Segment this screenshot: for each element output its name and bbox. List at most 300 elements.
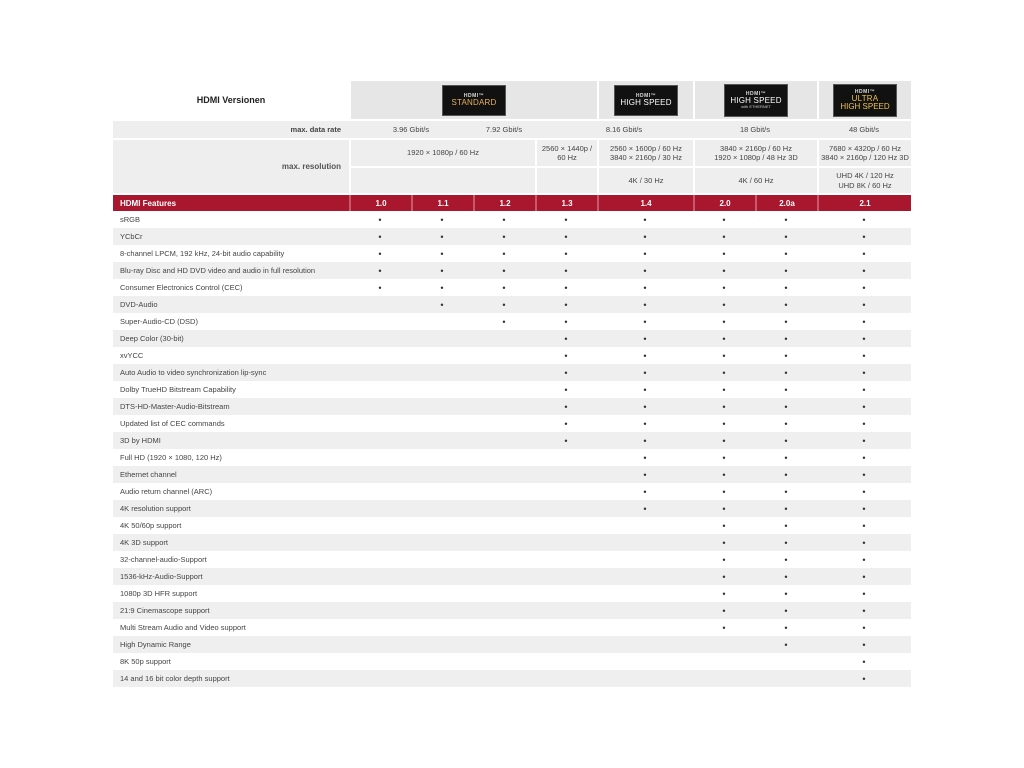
support-dot: •	[862, 231, 866, 242]
support-cell	[349, 551, 411, 568]
feature-name: 8K 50p support	[120, 657, 171, 666]
support-dot: •	[722, 469, 726, 480]
support-dot: •	[722, 299, 726, 310]
support-cell	[535, 500, 597, 517]
support-cell	[693, 636, 755, 653]
support-dot: •	[564, 214, 568, 225]
support-cell	[473, 670, 535, 687]
support-dot: •	[862, 571, 866, 582]
support-cell	[597, 670, 693, 687]
feature-name: Super-Audio-CD (DSD)	[120, 317, 198, 326]
support-dot: •	[722, 554, 726, 565]
resolution-value: 1920 × 1080p / 60 Hz	[349, 140, 535, 166]
support-cell	[411, 483, 473, 500]
support-cell	[411, 398, 473, 415]
support-dot: •	[862, 384, 866, 395]
features-header-row	[113, 195, 911, 211]
support-dot: •	[784, 401, 788, 412]
resolution-value: 3840 × 2160p / 120 Hz 3D	[821, 153, 909, 162]
support-cell	[349, 330, 411, 347]
data-rate-row	[113, 121, 911, 138]
support-dot: •	[564, 265, 568, 276]
support-cell	[411, 364, 473, 381]
support-dot: •	[722, 520, 726, 531]
support-dot: •	[784, 588, 788, 599]
hdmi-ultra-high-speed-logo: HDMI™ ULTRA HIGH SPEED	[833, 84, 897, 117]
support-dot: •	[784, 486, 788, 497]
resolution-block	[113, 140, 911, 193]
version-header: 1.0	[349, 195, 411, 211]
version-header: 2.1	[817, 195, 911, 211]
support-cell	[411, 449, 473, 466]
support-cell	[535, 568, 597, 585]
feature-name: DVD-Audio	[120, 300, 158, 309]
support-dot: •	[862, 486, 866, 497]
support-cell	[411, 534, 473, 551]
resolution-value: UHD 8K / 60 Hz	[838, 180, 892, 190]
support-cell	[349, 466, 411, 483]
resolution-value: 2560 × 1600p / 60 Hz	[610, 143, 682, 153]
support-dot: •	[722, 214, 726, 225]
support-dot: •	[722, 265, 726, 276]
resolution-value: 3840 × 2160p / 30 Hz	[610, 153, 682, 162]
support-dot: •	[862, 673, 866, 684]
resolution-empty	[349, 168, 535, 193]
support-cell	[411, 636, 473, 653]
support-dot: •	[564, 418, 568, 429]
support-dot: •	[862, 452, 866, 463]
support-cell	[755, 653, 817, 670]
support-dot: •	[784, 605, 788, 616]
feature-row	[113, 483, 911, 500]
support-dot: •	[784, 537, 788, 548]
support-cell	[597, 534, 693, 551]
support-dot: •	[564, 282, 568, 293]
support-dot: •	[502, 316, 506, 327]
support-dot: •	[643, 486, 647, 497]
support-cell	[349, 449, 411, 466]
support-dot: •	[564, 401, 568, 412]
support-dot: •	[722, 503, 726, 514]
resolution-label: max. resolution	[113, 140, 349, 193]
support-dot: •	[862, 350, 866, 361]
feature-row	[113, 296, 911, 313]
support-cell	[473, 398, 535, 415]
support-dot: •	[862, 554, 866, 565]
resolution-value: 4K / 30 Hz	[597, 168, 693, 193]
support-dot: •	[862, 265, 866, 276]
support-dot: •	[378, 214, 382, 225]
support-cell	[597, 636, 693, 653]
support-dot: •	[722, 333, 726, 344]
support-dot: •	[722, 384, 726, 395]
feature-row	[113, 619, 911, 636]
support-dot: •	[784, 367, 788, 378]
support-cell	[755, 670, 817, 687]
support-dot: •	[784, 265, 788, 276]
support-cell	[473, 364, 535, 381]
support-cell	[473, 585, 535, 602]
support-cell	[411, 330, 473, 347]
support-dot: •	[502, 214, 506, 225]
feature-name: Updated list of CEC commands	[120, 419, 225, 428]
support-cell	[349, 602, 411, 619]
support-cell	[349, 296, 411, 313]
support-dot: •	[862, 469, 866, 480]
feature-name: Deep Color (30-bit)	[120, 334, 184, 343]
support-cell	[473, 449, 535, 466]
support-dot: •	[564, 248, 568, 259]
support-cell	[473, 602, 535, 619]
support-cell	[473, 517, 535, 534]
support-cell	[411, 551, 473, 568]
hdmi-versions-table	[113, 81, 911, 687]
feature-row	[113, 500, 911, 517]
support-cell	[597, 517, 693, 534]
feature-name: 4K 50/60p support	[120, 521, 182, 530]
support-cell	[349, 313, 411, 330]
logo-cell-ultra-high-speed	[817, 81, 911, 119]
data-rate-value: 7.92 Gbit/s	[485, 125, 523, 134]
resolution-value: 1920 × 1080p / 48 Hz 3D	[714, 153, 798, 162]
feature-row	[113, 262, 911, 279]
feature-row	[113, 313, 911, 330]
support-cell	[411, 585, 473, 602]
feature-row	[113, 449, 911, 466]
feature-name: Auto Audio to video synchronization lip-sync	[120, 368, 267, 377]
support-cell	[535, 551, 597, 568]
support-dot: •	[722, 537, 726, 548]
resolution-value: 2560 × 1440p / 60 Hz	[535, 140, 597, 166]
resolution-empty	[535, 168, 597, 193]
support-cell	[349, 500, 411, 517]
support-dot: •	[722, 435, 726, 446]
support-cell	[349, 517, 411, 534]
support-dot: •	[784, 333, 788, 344]
feature-row	[113, 364, 911, 381]
support-dot: •	[862, 333, 866, 344]
support-dot: •	[862, 435, 866, 446]
support-cell	[411, 568, 473, 585]
support-dot: •	[643, 248, 647, 259]
support-dot: •	[643, 299, 647, 310]
support-cell	[349, 670, 411, 687]
support-cell	[535, 619, 597, 636]
resolution-value: 7680 × 4320p / 60 Hz	[829, 143, 901, 153]
resolution-cell	[817, 168, 911, 193]
hdmi-high-speed-logo: HDMI™ HIGH SPEED	[614, 85, 678, 116]
support-dot: •	[564, 316, 568, 327]
feature-name: 8-channel LPCM, 192 kHz, 24-bit audio capability	[120, 249, 285, 258]
support-cell	[473, 619, 535, 636]
support-cell	[473, 330, 535, 347]
support-cell	[473, 432, 535, 449]
feature-name: DTS-HD-Master-Audio-Bitstream	[120, 402, 230, 411]
support-cell	[535, 517, 597, 534]
support-dot: •	[784, 248, 788, 259]
support-cell	[349, 636, 411, 653]
feature-name: Multi Stream Audio and Video support	[120, 623, 246, 632]
support-dot: •	[862, 656, 866, 667]
support-cell	[411, 602, 473, 619]
data-rate-value: 18 Gbit/s	[739, 125, 770, 134]
hdmi-high-speed-ethernet-logo: HDMI™ HIGH SPEED with ETHERNET	[724, 84, 788, 117]
resolution-value: UHD 4K / 120 Hz	[836, 171, 894, 181]
feature-name: Consumer Electronics Control (CEC)	[120, 283, 243, 292]
version-header: 2.0a	[755, 195, 817, 211]
support-dot: •	[784, 350, 788, 361]
support-dot: •	[862, 299, 866, 310]
feature-name: 14 and 16 bit color depth support	[120, 674, 230, 683]
support-dot: •	[643, 469, 647, 480]
support-dot: •	[862, 367, 866, 378]
support-dot: •	[862, 537, 866, 548]
support-dot: •	[564, 299, 568, 310]
support-dot: •	[784, 639, 788, 650]
support-dot: •	[440, 231, 444, 242]
feature-name: Full HD (1920 × 1080, 120 Hz)	[120, 453, 222, 462]
support-dot: •	[440, 214, 444, 225]
support-dot: •	[440, 265, 444, 276]
support-dot: •	[722, 282, 726, 293]
support-dot: •	[502, 299, 506, 310]
support-cell	[597, 602, 693, 619]
version-header: 2.0	[693, 195, 755, 211]
resolution-cell	[597, 140, 693, 166]
support-cell	[597, 551, 693, 568]
features-header-label: HDMI Features	[120, 198, 177, 208]
feature-row	[113, 245, 911, 262]
support-dot: •	[378, 282, 382, 293]
support-cell	[693, 670, 755, 687]
support-dot: •	[862, 214, 866, 225]
feature-name: Blu-ray Disc and HD DVD video and audio in full resolution	[120, 266, 316, 275]
feature-name: Ethernet channel	[120, 470, 177, 479]
version-header: 1.4	[597, 195, 693, 211]
support-dot: •	[378, 231, 382, 242]
feature-name: 4K 3D support	[120, 538, 168, 547]
support-cell	[473, 381, 535, 398]
support-cell	[349, 347, 411, 364]
resolution-value: 3840 × 2160p / 60 Hz	[720, 143, 792, 153]
support-dot: •	[784, 469, 788, 480]
support-cell	[597, 568, 693, 585]
support-cell	[411, 415, 473, 432]
support-cell	[597, 619, 693, 636]
resolution-cell	[817, 140, 911, 166]
support-dot: •	[862, 248, 866, 259]
support-cell	[349, 398, 411, 415]
support-dot: •	[643, 367, 647, 378]
support-cell	[411, 517, 473, 534]
support-dot: •	[722, 248, 726, 259]
support-dot: •	[784, 503, 788, 514]
support-cell	[411, 619, 473, 636]
support-cell	[535, 653, 597, 670]
support-cell	[473, 568, 535, 585]
support-dot: •	[784, 435, 788, 446]
support-cell	[693, 653, 755, 670]
support-cell	[349, 381, 411, 398]
support-dot: •	[564, 333, 568, 344]
support-dot: •	[643, 401, 647, 412]
feature-row	[113, 330, 911, 347]
support-cell	[411, 432, 473, 449]
support-dot: •	[722, 367, 726, 378]
feature-row	[113, 585, 911, 602]
support-cell	[349, 653, 411, 670]
support-dot: •	[784, 554, 788, 565]
feature-row	[113, 551, 911, 568]
feature-name: YCbCr	[120, 232, 143, 241]
support-cell	[411, 347, 473, 364]
support-cell	[473, 500, 535, 517]
support-cell	[535, 483, 597, 500]
logo-cell-high-speed-ethernet	[693, 81, 817, 119]
feature-row	[113, 653, 911, 670]
version-header: 1.2	[473, 195, 535, 211]
support-dot: •	[643, 435, 647, 446]
header-row	[113, 81, 911, 119]
feature-name: sRGB	[120, 215, 141, 224]
support-cell	[535, 602, 597, 619]
logo-cell-standard	[349, 81, 597, 119]
support-dot: •	[564, 367, 568, 378]
support-dot: •	[722, 622, 726, 633]
feature-name: xvYCC	[120, 351, 144, 360]
feature-row	[113, 381, 911, 398]
support-dot: •	[862, 503, 866, 514]
feature-row	[113, 568, 911, 585]
support-dot: •	[643, 418, 647, 429]
support-cell	[535, 585, 597, 602]
feature-row	[113, 602, 911, 619]
support-dot: •	[643, 333, 647, 344]
support-dot: •	[722, 588, 726, 599]
support-dot: •	[643, 265, 647, 276]
support-dot: •	[722, 605, 726, 616]
support-dot: •	[502, 282, 506, 293]
support-cell	[535, 670, 597, 687]
feature-row	[113, 432, 911, 449]
support-dot: •	[784, 231, 788, 242]
version-header: 1.1	[411, 195, 473, 211]
support-dot: •	[784, 571, 788, 582]
support-cell	[349, 364, 411, 381]
feature-row	[113, 398, 911, 415]
support-dot: •	[722, 401, 726, 412]
support-dot: •	[722, 418, 726, 429]
feature-row	[113, 636, 911, 653]
logo-cell-high-speed	[597, 81, 693, 119]
support-dot: •	[862, 418, 866, 429]
support-cell	[597, 653, 693, 670]
support-dot: •	[722, 452, 726, 463]
support-dot: •	[440, 299, 444, 310]
support-dot: •	[502, 248, 506, 259]
resolution-cell	[693, 140, 817, 166]
support-cell	[349, 483, 411, 500]
support-cell	[411, 500, 473, 517]
support-cell	[473, 466, 535, 483]
feature-name: 4K resolution support	[120, 504, 191, 513]
feature-row	[113, 279, 911, 296]
support-cell	[473, 551, 535, 568]
feature-name: 32-channel-audio-Support	[120, 555, 207, 564]
table-title: HDMI Versionen	[113, 81, 349, 119]
feature-name: Dolby TrueHD Bitstream Capability	[120, 385, 236, 394]
support-cell	[535, 449, 597, 466]
feature-row	[113, 228, 911, 245]
support-cell	[535, 636, 597, 653]
feature-name: 3D by HDMI	[120, 436, 161, 445]
feature-row	[113, 517, 911, 534]
resolution-value: 4K / 60 Hz	[693, 168, 817, 193]
support-dot: •	[440, 248, 444, 259]
support-cell	[411, 670, 473, 687]
feature-row	[113, 211, 911, 228]
support-dot: •	[862, 639, 866, 650]
support-dot: •	[862, 605, 866, 616]
feature-rows	[113, 211, 911, 687]
support-dot: •	[784, 622, 788, 633]
support-cell	[349, 534, 411, 551]
feature-name: 1536-kHz-Audio-Support	[120, 572, 203, 581]
support-dot: •	[862, 622, 866, 633]
support-dot: •	[643, 316, 647, 327]
support-dot: •	[722, 486, 726, 497]
support-dot: •	[862, 316, 866, 327]
data-rate-value: 3.96 Gbit/s	[392, 125, 430, 134]
support-cell	[411, 313, 473, 330]
support-dot: •	[643, 282, 647, 293]
support-dot: •	[784, 214, 788, 225]
feature-name: High Dynamic Range	[120, 640, 191, 649]
support-dot: •	[784, 316, 788, 327]
support-dot: •	[564, 350, 568, 361]
support-dot: •	[643, 214, 647, 225]
feature-row	[113, 670, 911, 687]
support-cell	[349, 415, 411, 432]
support-dot: •	[643, 231, 647, 242]
support-dot: •	[722, 350, 726, 361]
support-dot: •	[784, 520, 788, 531]
support-cell	[411, 466, 473, 483]
feature-row	[113, 466, 911, 483]
support-cell	[349, 432, 411, 449]
support-cell	[535, 534, 597, 551]
feature-name: 1080p 3D HFR support	[120, 589, 198, 598]
support-dot: •	[862, 282, 866, 293]
support-dot: •	[643, 452, 647, 463]
support-dot: •	[440, 282, 444, 293]
support-dot: •	[722, 571, 726, 582]
support-dot: •	[643, 503, 647, 514]
support-cell	[473, 415, 535, 432]
support-dot: •	[862, 401, 866, 412]
support-dot: •	[643, 384, 647, 395]
support-dot: •	[784, 299, 788, 310]
support-cell	[349, 619, 411, 636]
support-dot: •	[502, 265, 506, 276]
support-dot: •	[643, 350, 647, 361]
feature-name: Audio return channel (ARC)	[120, 487, 213, 496]
support-cell	[473, 636, 535, 653]
support-dot: •	[378, 248, 382, 259]
support-cell	[349, 585, 411, 602]
support-dot: •	[722, 316, 726, 327]
support-dot: •	[862, 520, 866, 531]
